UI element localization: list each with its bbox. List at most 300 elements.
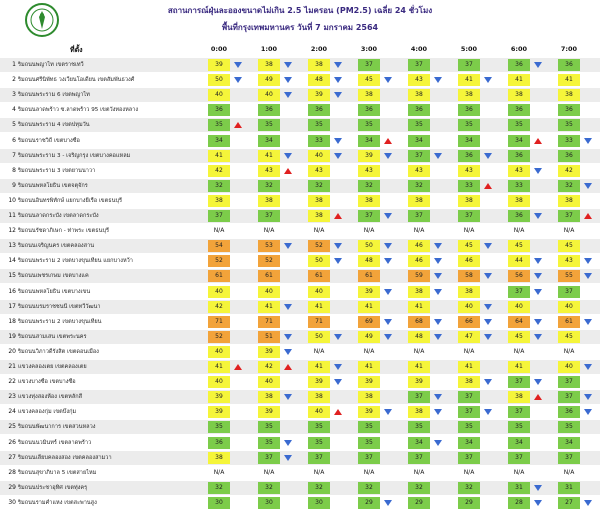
- pm25-value-cell: 37: [258, 452, 280, 464]
- row-number: 20: [8, 347, 16, 355]
- table-row: [0, 73, 600, 88]
- location-column-header: ที่ตั้ง: [70, 46, 83, 54]
- pm25-value-cell: 37: [558, 391, 580, 403]
- pm25-value-cell: 42: [208, 301, 230, 313]
- trend-down-icon: [384, 289, 392, 295]
- pm25-value-cell: 38: [308, 210, 330, 222]
- pm25-value-cell: 71: [258, 316, 280, 328]
- pm25-value-cell: 32: [258, 180, 280, 192]
- pm25-value-cell: 40: [258, 89, 280, 101]
- pm25-value-cell: N/A: [363, 347, 375, 355]
- pm25-value-cell: 61: [208, 270, 230, 282]
- pm25-value-cell: 34: [358, 135, 380, 147]
- table-row: [0, 345, 600, 360]
- trend-up-icon: [334, 409, 342, 415]
- pm25-value-cell: 35: [408, 119, 430, 131]
- pm25-value-cell: 35: [358, 421, 380, 433]
- pm25-value-cell: N/A: [463, 347, 475, 355]
- pm25-value-cell: 29: [458, 497, 480, 509]
- trend-down-icon: [284, 455, 292, 461]
- pm25-value-cell: 41: [258, 301, 280, 313]
- pm25-value-cell: 35: [258, 421, 280, 433]
- pm25-value-cell: 32: [308, 482, 330, 494]
- trend-down-icon: [434, 394, 442, 400]
- trend-down-icon: [484, 379, 492, 385]
- pm25-value-cell: 41: [508, 74, 530, 86]
- pm25-value-cell: 43: [408, 74, 430, 86]
- trend-down-icon: [484, 334, 492, 340]
- pm25-value-cell: N/A: [463, 227, 475, 235]
- pm25-value-cell: 40: [308, 150, 330, 162]
- pm25-value-cell: 39: [408, 376, 430, 388]
- trend-up-icon: [484, 183, 492, 189]
- trend-down-icon: [584, 394, 592, 400]
- trend-down-icon: [384, 258, 392, 264]
- pm25-value-cell: 34: [408, 135, 430, 147]
- pm25-value-cell: 52: [208, 331, 230, 343]
- pm25-value-cell: 43: [408, 165, 430, 177]
- pm25-value-cell: 40: [458, 301, 480, 313]
- pm25-value-cell: 37: [408, 391, 430, 403]
- row-number: 10: [8, 196, 16, 204]
- pm25-value-cell: N/A: [513, 468, 525, 476]
- report-title: สถานการณ์ฝุ่นละอองขนาดไม่เกิน 2.5 ไมครอน (PM2.5) เฉลี่ย 24 ชั่วโมง: [167, 6, 433, 15]
- row-number: 3: [12, 91, 16, 99]
- pm25-value-cell: N/A: [363, 468, 375, 476]
- trend-down-icon: [484, 409, 492, 415]
- pm25-value-cell: 61: [308, 270, 330, 282]
- pm25-value-cell: 40: [558, 361, 580, 373]
- row-number: 16: [8, 287, 16, 295]
- trend-down-icon: [284, 304, 292, 310]
- trend-down-icon: [334, 334, 342, 340]
- trend-down-icon: [434, 77, 442, 83]
- pm25-value-cell: 52: [308, 240, 330, 252]
- pm25-value-cell: 41: [558, 74, 580, 86]
- pm25-value-cell: 38: [358, 195, 380, 207]
- pm25-value-cell: 45: [458, 240, 480, 252]
- pm25-value-cell: 37: [458, 406, 480, 418]
- pm25-value-cell: 61: [358, 270, 380, 282]
- trend-down-icon: [384, 213, 392, 219]
- pm25-value-cell: 32: [358, 180, 380, 192]
- station-name: ริมถนนรามคำแหง เขตสะพานสูง: [18, 499, 97, 506]
- pm25-value-cell: 34: [508, 135, 530, 147]
- trend-down-icon: [384, 243, 392, 249]
- pm25-value-cell: 27: [558, 497, 580, 509]
- trend-down-icon: [584, 183, 592, 189]
- pm25-value-cell: 36: [508, 59, 530, 71]
- pm25-value-cell: 30: [308, 497, 330, 509]
- row-number: 25: [8, 423, 16, 431]
- pm25-value-cell: 35: [308, 437, 330, 449]
- pm25-value-cell: N/A: [513, 227, 525, 235]
- pm25-value-cell: 40: [308, 286, 330, 298]
- pm25-value-cell: 38: [358, 89, 380, 101]
- pm25-value-cell: 36: [458, 150, 480, 162]
- trend-down-icon: [484, 243, 492, 249]
- pm25-value-cell: 32: [558, 180, 580, 192]
- trend-down-icon: [334, 77, 342, 83]
- table-row: [0, 360, 600, 375]
- station-name: ริมถนนลาดพร้าว ซ.ลาดพร้าว 95 เขตวังทองหลาง: [18, 107, 139, 114]
- pm25-value-cell: 35: [458, 421, 480, 433]
- pm25-value-cell: 61: [258, 270, 280, 282]
- trend-down-icon: [384, 334, 392, 340]
- pm25-value-cell: 30: [208, 497, 230, 509]
- pm25-value-cell: 38: [208, 195, 230, 207]
- trend-down-icon: [384, 77, 392, 83]
- time-header-0: 0:00: [210, 45, 228, 53]
- trend-down-icon: [534, 168, 542, 174]
- pm25-value-cell: 35: [508, 421, 530, 433]
- trend-down-icon: [284, 334, 292, 340]
- pm25-value-cell: 37: [558, 286, 580, 298]
- trend-down-icon: [384, 319, 392, 325]
- row-number: 17: [8, 302, 16, 310]
- pm25-value-cell: 35: [508, 119, 530, 131]
- pm25-value-cell: 32: [408, 180, 430, 192]
- trend-down-icon: [334, 62, 342, 68]
- pm25-value-cell: 38: [258, 391, 280, 403]
- station-name: ริมถนนพหลโยธิน เขตจตุจักร: [18, 182, 88, 189]
- trend-down-icon: [534, 319, 542, 325]
- trend-down-icon: [534, 258, 542, 264]
- station-name: ริมถนนราชวิถี เขตบางซื่อ: [18, 137, 80, 144]
- row-number: 14: [8, 257, 16, 265]
- trend-down-icon: [334, 243, 342, 249]
- time-header-5: 5:00: [460, 45, 478, 53]
- trend-up-icon: [284, 364, 292, 370]
- trend-down-icon: [534, 334, 542, 340]
- pm25-value-cell: N/A: [213, 227, 225, 235]
- row-number: 11: [8, 212, 16, 219]
- pm25-value-cell: N/A: [313, 347, 325, 355]
- pm25-value-cell: 41: [308, 301, 330, 313]
- pm25-value-cell: 33: [508, 180, 530, 192]
- pm25-value-cell: 43: [458, 165, 480, 177]
- pm25-value-cell: N/A: [413, 468, 425, 476]
- pm25-value-cell: 38: [508, 391, 530, 403]
- table-row: [0, 300, 600, 315]
- pm25-value-cell: 38: [308, 195, 330, 207]
- pm25-value-cell: 36: [258, 104, 280, 116]
- trend-down-icon: [334, 153, 342, 159]
- pm25-value-cell: 68: [408, 316, 430, 328]
- trend-down-icon: [484, 77, 492, 83]
- pm25-value-cell: 55: [558, 270, 580, 282]
- pm25-value-cell: 46: [408, 255, 430, 267]
- pm25-value-cell: 40: [208, 89, 230, 101]
- pm25-value-cell: 48: [408, 331, 430, 343]
- trend-up-icon: [234, 364, 242, 370]
- pm25-value-cell: 40: [258, 286, 280, 298]
- pm25-value-cell: 39: [208, 59, 230, 71]
- pm25-value-cell: 38: [508, 89, 530, 101]
- pm25-value-cell: 35: [558, 119, 580, 131]
- pm25-value-cell: 35: [258, 437, 280, 449]
- pm25-value-cell: 38: [408, 195, 430, 207]
- station-name: ริมถนนนวมินทร์ เขตลาดพร้าว: [18, 439, 92, 446]
- pm25-value-cell: 43: [308, 165, 330, 177]
- station-name: ริมถนนศรีนิพัทธ วงเวียนโอเดียน เขตสัมพันธวงศ์: [18, 77, 135, 84]
- pm25-value-cell: 52: [208, 255, 230, 267]
- pm25-value-cell: 49: [358, 331, 380, 343]
- pm25-value-cell: 38: [458, 89, 480, 101]
- pm25-value-cell: 40: [308, 406, 330, 418]
- row-number: 26: [8, 438, 16, 446]
- pm25-value-cell: 43: [508, 165, 530, 177]
- pm25-value-cell: 45: [508, 240, 530, 252]
- pm25-value-cell: 37: [358, 452, 380, 464]
- pm25-value-cell: 37: [458, 59, 480, 71]
- pm25-value-cell: 36: [458, 104, 480, 116]
- pm25-value-cell: N/A: [563, 227, 575, 235]
- table-row: [0, 375, 600, 390]
- station-name: แขวงคลองเตย เขตคลองเตย: [18, 364, 87, 370]
- pm25-value-cell: 37: [358, 59, 380, 71]
- pm25-value-cell: 35: [208, 421, 230, 433]
- pm25-value-cell: 35: [308, 421, 330, 433]
- trend-down-icon: [534, 289, 542, 295]
- table-row: [0, 149, 600, 164]
- pm25-value-cell: 34: [208, 135, 230, 147]
- pm25-value-cell: 42: [258, 361, 280, 373]
- pm25-value-cell: 36: [558, 59, 580, 71]
- pm25-value-cell: 33: [458, 180, 480, 192]
- row-number: 9: [12, 181, 16, 189]
- pm25-value-cell: 36: [308, 104, 330, 116]
- pm25-value-cell: 37: [208, 210, 230, 222]
- pm25-value-cell: 37: [558, 376, 580, 388]
- pm25-value-cell: 38: [508, 195, 530, 207]
- trend-down-icon: [334, 92, 342, 98]
- pm25-value-cell: 38: [408, 286, 430, 298]
- trend-down-icon: [584, 319, 592, 325]
- pm25-value-cell: 43: [558, 255, 580, 267]
- pm25-value-cell: 38: [358, 391, 380, 403]
- trend-down-icon: [284, 349, 292, 355]
- pm25-value-cell: 41: [408, 301, 430, 313]
- trend-down-icon: [434, 334, 442, 340]
- station-name: ริมถนนพระราม 6 เขตพญาไท: [18, 92, 90, 99]
- pm25-value-cell: 44: [508, 255, 530, 267]
- trend-down-icon: [384, 153, 392, 159]
- pm25-value-cell: 31: [508, 482, 530, 494]
- pm25-value-cell: 54: [208, 240, 230, 252]
- row-number: 5: [12, 121, 16, 129]
- pm25-value-cell: 41: [508, 361, 530, 373]
- trend-down-icon: [434, 409, 442, 415]
- pm25-value-cell: 61: [558, 316, 580, 328]
- pm25-value-cell: 50: [308, 255, 330, 267]
- trend-down-icon: [384, 500, 392, 506]
- pm25-value-cell: 64: [508, 316, 530, 328]
- trend-down-icon: [284, 243, 292, 249]
- pm25-value-cell: 28: [508, 497, 530, 509]
- pm25-value-cell: 40: [208, 346, 230, 358]
- pm25-value-cell: 37: [408, 150, 430, 162]
- trend-down-icon: [234, 62, 242, 68]
- pm25-value-cell: 52: [258, 255, 280, 267]
- station-name: ริมถนนพระราม 4 เขตปทุมวัน: [18, 122, 90, 129]
- table-header: [0, 44, 600, 58]
- pm25-value-cell: 71: [208, 316, 230, 328]
- table-row: [0, 405, 600, 420]
- station-name: ริมถนนพหลโยธิน เขตบางเขน: [18, 288, 91, 295]
- trend-up-icon: [384, 138, 392, 144]
- table-row: [0, 118, 600, 133]
- row-number: 8: [12, 166, 16, 174]
- pm25-value-cell: 34: [508, 437, 530, 449]
- trend-down-icon: [484, 319, 492, 325]
- pm25-value-cell: 30: [258, 497, 280, 509]
- station-name: ริมถนนอินทรพิทักษ์ แยกบางยี่เรือ เขตธนบุรี: [18, 197, 123, 204]
- trend-up-icon: [234, 122, 242, 128]
- pm25-value-cell: 35: [308, 119, 330, 131]
- pm25-value-cell: N/A: [413, 347, 425, 355]
- trend-down-icon: [434, 289, 442, 295]
- pm25-value-cell: 37: [408, 210, 430, 222]
- station-name: ริมถนนประชาอุทิศ เขตทุ่งครุ: [18, 484, 88, 491]
- pm25-value-cell: 35: [208, 119, 230, 131]
- row-number: 2: [12, 76, 16, 84]
- pm25-value-cell: 45: [558, 240, 580, 252]
- pm25-value-cell: 32: [258, 482, 280, 494]
- trend-down-icon: [484, 273, 492, 279]
- pm25-value-cell: N/A: [313, 468, 325, 476]
- pm25-value-cell: 36: [358, 104, 380, 116]
- pm25-value-cell: 37: [558, 210, 580, 222]
- pm25-value-cell: 45: [358, 74, 380, 86]
- pm25-value-cell: 50: [208, 74, 230, 86]
- pm25-value-cell: 38: [408, 89, 430, 101]
- pm25-value-cell: 39: [308, 376, 330, 388]
- pm25-value-cell: 35: [258, 119, 280, 131]
- pm25-value-cell: 34: [258, 135, 280, 147]
- trend-down-icon: [434, 440, 442, 446]
- pm25-value-cell: 32: [408, 482, 430, 494]
- pm25-value-cell: 36: [558, 150, 580, 162]
- report-header: [0, 0, 600, 44]
- pm25-value-cell: 38: [558, 195, 580, 207]
- trend-down-icon: [534, 485, 542, 491]
- trend-down-icon: [284, 77, 292, 83]
- pm25-value-cell: 41: [358, 361, 380, 373]
- pm25-value-cell: 39: [208, 391, 230, 403]
- pm25-value-cell: 29: [408, 497, 430, 509]
- pm25-value-cell: 38: [258, 59, 280, 71]
- pm25-value-cell: 36: [408, 104, 430, 116]
- pm25-value-cell: 43: [258, 165, 280, 177]
- trend-down-icon: [584, 500, 592, 506]
- station-name: ริมถนนเพชรเกษม เขตบางแค: [18, 273, 89, 280]
- row-number: 12: [8, 227, 16, 235]
- trend-down-icon: [434, 273, 442, 279]
- pm25-value-cell: 45: [558, 331, 580, 343]
- trend-up-icon: [534, 138, 542, 144]
- pm25-value-cell: 35: [458, 119, 480, 131]
- trend-down-icon: [584, 273, 592, 279]
- trend-down-icon: [334, 258, 342, 264]
- table-row: [0, 239, 600, 254]
- pm25-value-cell: 34: [458, 437, 480, 449]
- trend-down-icon: [484, 153, 492, 159]
- pm25-value-cell: 38: [308, 391, 330, 403]
- pm25-value-cell: 36: [208, 437, 230, 449]
- station-name: ริมถนนพระราม 2 เขตบางขุนเทียน แยกบางหว้า: [18, 258, 133, 265]
- trend-down-icon: [434, 243, 442, 249]
- station-name: แขวงคลองกุ่ม เขตบึงกุ่ม: [18, 409, 77, 416]
- trend-down-icon: [534, 62, 542, 68]
- trend-down-icon: [284, 153, 292, 159]
- pm25-value-cell: 42: [558, 165, 580, 177]
- station-name: ริมถนนพระราม 2 เขตบางขุนเทียน: [18, 318, 102, 325]
- table-row: [0, 481, 600, 496]
- row-number: 1: [12, 61, 16, 68]
- pm25-value-cell: N/A: [213, 468, 225, 476]
- pm25-value-cell: N/A: [313, 227, 325, 235]
- row-number: 4: [12, 106, 16, 114]
- pm25-value-cell: N/A: [263, 227, 275, 235]
- trend-down-icon: [284, 440, 292, 446]
- table-row: [0, 285, 600, 300]
- pm25-value-cell: 37: [508, 406, 530, 418]
- pm25-value-cell: 39: [358, 406, 380, 418]
- table-row: [0, 179, 600, 194]
- pm25-value-cell: 43: [358, 165, 380, 177]
- pm25-value-cell: 46: [408, 240, 430, 252]
- pm25-value-cell: 36: [558, 104, 580, 116]
- pm25-value-cell: 37: [508, 376, 530, 388]
- trend-down-icon: [234, 77, 242, 83]
- pm25-value-cell: 31: [558, 482, 580, 494]
- pm25-value-cell: 41: [258, 150, 280, 162]
- pm25-value-cell: 45: [508, 331, 530, 343]
- pm25-value-cell: 37: [258, 210, 280, 222]
- table-row: [0, 194, 600, 209]
- table-row: [0, 58, 600, 73]
- pm25-value-cell: 40: [258, 376, 280, 388]
- pm25-value-cell: 46: [458, 255, 480, 267]
- pm25-value-cell: 39: [208, 406, 230, 418]
- row-number: 27: [8, 453, 16, 461]
- trend-down-icon: [434, 319, 442, 325]
- table-row: [0, 134, 600, 149]
- pm25-value-cell: N/A: [563, 468, 575, 476]
- pm25-value-cell: 38: [408, 406, 430, 418]
- station-name: ริมถนนลาดกระบัง เขตลาดกระบัง: [18, 213, 99, 219]
- trend-up-icon: [334, 213, 342, 219]
- pm25-value-cell: 66: [458, 316, 480, 328]
- pm25-value-cell: 50: [358, 240, 380, 252]
- pm25-value-cell: 50: [308, 331, 330, 343]
- trend-down-icon: [284, 394, 292, 400]
- pm25-value-cell: 41: [208, 150, 230, 162]
- pm25-value-cell: 38: [558, 89, 580, 101]
- pm25-value-cell: 48: [358, 255, 380, 267]
- row-number: 19: [8, 332, 16, 340]
- station-name: ริมถนนพระราม 3 เขตยานนาวา: [18, 167, 96, 174]
- pm25-value-cell: 32: [358, 482, 380, 494]
- table-row: [0, 315, 600, 330]
- pm25-value-cell: 38: [208, 452, 230, 464]
- pm25-value-cell: 36: [508, 210, 530, 222]
- trend-down-icon: [584, 409, 592, 415]
- pm25-value-cell: 69: [358, 316, 380, 328]
- report-subtitle: พื้นที่กรุงเทพมหานคร วันที่ 7 มกราคม 2564: [221, 23, 379, 32]
- station-name: ริมถนนวิภาวดีรังสิต เขตดอนเมือง: [18, 348, 99, 355]
